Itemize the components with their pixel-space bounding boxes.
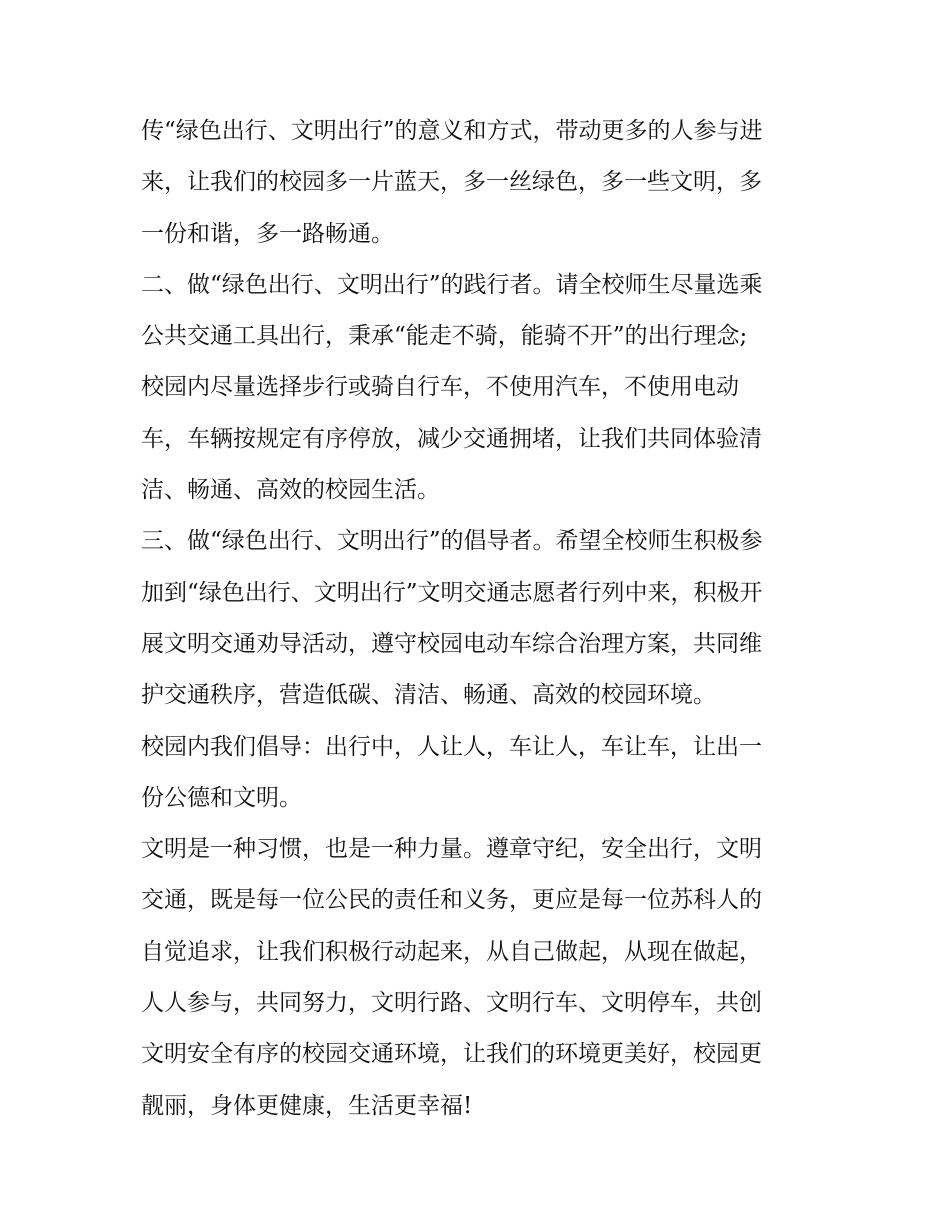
text-line: 人人参与，共同努力，文明行路、文明行车、文明停车，共创 <box>141 990 762 1017</box>
text-line: 份公德和文明。 <box>141 784 302 811</box>
paragraph-5 <box>141 824 821 1132</box>
text-line: 加到“绿色出行、文明出行”文明交通志愿者行列中来，积极开 <box>141 579 763 606</box>
text-line: 一份和谐，多一路畅通。 <box>141 220 394 247</box>
text-line: 自觉追求，让我们积极行动起来，从自己做起，从现在做起， <box>141 938 762 965</box>
text-line: 护交通秩序，营造低碳、清洁、畅通、高效的校园环境。 <box>141 682 716 709</box>
text-line: 文明是一种习惯，也是一种力量。遵章守纪，安全出行，文明 <box>141 836 762 863</box>
text-line: 文明安全有序的校园交通环境，让我们的环境更美好，校园更 <box>141 1041 762 1068</box>
text-line: 校园内尽量选择步行或骑自行车，不使用汽车，不使用电动 <box>141 374 739 401</box>
text-line: 校园内我们倡导：出行中，人让人，车让人，车让车，让出一 <box>141 733 762 760</box>
document-body <box>141 106 821 1132</box>
text-line: 交通，既是每一位公民的责任和义务，更应是每一位苏科人的 <box>141 887 762 914</box>
paragraph-4 <box>141 722 821 825</box>
paragraph-1 <box>141 106 821 260</box>
text-line: 公共交通工具出行，秉承“能走不骑，能骑不开”的出行理念; <box>141 323 748 350</box>
paragraph-2 <box>141 260 821 516</box>
text-line: 展文明交通劝导活动，遵守校园电动车综合治理方案，共同维 <box>141 630 762 657</box>
text-line: 三、做“绿色出行、文明出行”的倡导者。希望全校师生积极参 <box>141 528 763 555</box>
text-line: 二、做“绿色出行、文明出行”的践行者。请全校师生尽量选乘 <box>141 271 763 298</box>
text-line: 车，车辆按规定有序停放，减少交通拥堵，让我们共同体验清 <box>141 425 762 452</box>
paragraph-3 <box>141 516 821 721</box>
text-line: 靓丽，身体更健康，生活更幸福! <box>141 1092 473 1119</box>
text-line: 洁、畅通、高效的校园生活。 <box>141 477 440 504</box>
text-line: 传“绿色出行、文明出行”的意义和方式，带动更多的人参与进 <box>141 118 763 144</box>
text-line: 来，让我们的校园多一片蓝天，多一丝绿色，多一些文明，多 <box>141 169 762 196</box>
